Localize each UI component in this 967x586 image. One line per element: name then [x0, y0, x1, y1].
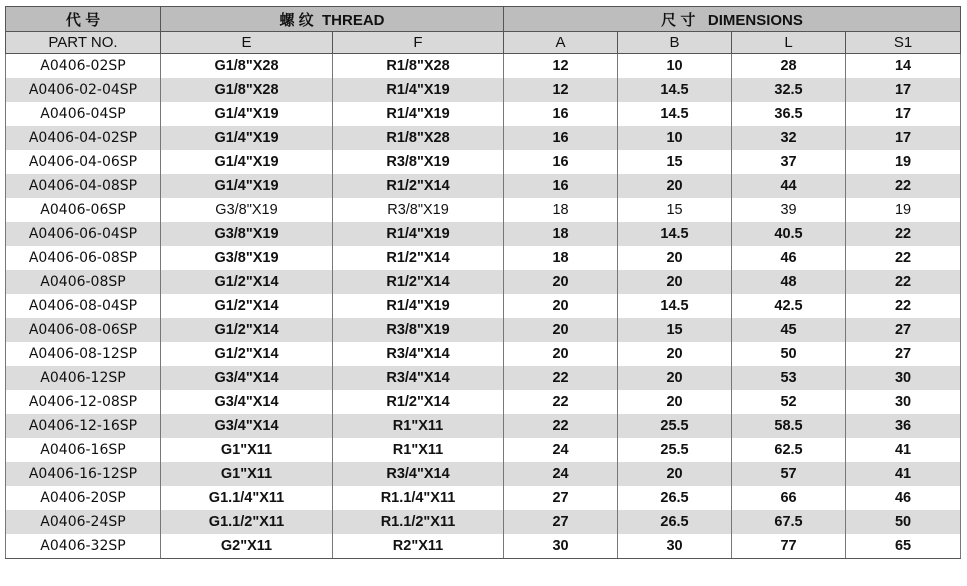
- cell-thread-e: G3/4"X14: [161, 390, 333, 414]
- cell-dim-b: 20: [618, 462, 732, 486]
- parts-table: [5, 6, 961, 559]
- cell-thread-f: R1.1/4"X11: [333, 486, 504, 510]
- cell-dim-s1: 22: [846, 294, 961, 318]
- cell-thread-e: G1/2"X14: [161, 270, 333, 294]
- cell-dim-b: 20: [618, 270, 732, 294]
- cell-dim-b: 15: [618, 150, 732, 174]
- cell-dim-l: 77: [732, 534, 846, 559]
- cell-dim-s1: 22: [846, 174, 961, 198]
- cell-thread-f: R3/4"X14: [333, 366, 504, 390]
- cell-part-no: A0406-08-12SP: [6, 342, 161, 366]
- cell-dim-b: 25.5: [618, 414, 732, 438]
- cell-dim-b: 26.5: [618, 486, 732, 510]
- cell-dim-l: 46: [732, 246, 846, 270]
- cell-dim-s1: 17: [846, 126, 961, 150]
- cell-thread-e: G3/8"X19: [161, 246, 333, 270]
- table-row: [6, 462, 961, 486]
- cell-dim-l: 45: [732, 318, 846, 342]
- cell-dim-l: 42.5: [732, 294, 846, 318]
- cell-thread-e: G1/2"X14: [161, 342, 333, 366]
- cell-dim-a: 24: [504, 462, 618, 486]
- cell-part-no: A0406-12-16SP: [6, 414, 161, 438]
- cell-thread-f: R1"X11: [333, 438, 504, 462]
- cell-thread-e: G2"X11: [161, 534, 333, 559]
- table-row: [6, 198, 961, 222]
- cell-thread-f: R1/8"X28: [333, 126, 504, 150]
- cell-dim-a: 18: [504, 222, 618, 246]
- cell-thread-e: G1"X11: [161, 438, 333, 462]
- col-l-header: L: [732, 32, 846, 54]
- cell-dim-l: 44: [732, 174, 846, 198]
- cell-part-no: A0406-06-08SP: [6, 246, 161, 270]
- cell-dim-s1: 14: [846, 54, 961, 79]
- cell-dim-b: 14.5: [618, 102, 732, 126]
- table-row: [6, 246, 961, 270]
- table-row: [6, 510, 961, 534]
- cell-thread-f: R1/2"X14: [333, 174, 504, 198]
- cell-thread-e: G1/4"X19: [161, 126, 333, 150]
- cell-part-no: A0406-12SP: [6, 366, 161, 390]
- table-row: [6, 534, 961, 559]
- cell-dim-s1: 22: [846, 270, 961, 294]
- cell-dim-l: 62.5: [732, 438, 846, 462]
- cell-part-no: A0406-16SP: [6, 438, 161, 462]
- cell-thread-f: R3/4"X14: [333, 342, 504, 366]
- cell-part-no: A0406-20SP: [6, 486, 161, 510]
- cell-thread-f: R3/8"X19: [333, 150, 504, 174]
- cell-part-no: A0406-32SP: [6, 534, 161, 559]
- cell-part-no: A0406-04-08SP: [6, 174, 161, 198]
- table-row: [6, 78, 961, 102]
- cell-dim-l: 32: [732, 126, 846, 150]
- cell-dim-s1: 19: [846, 198, 961, 222]
- cell-thread-f: R1/4"X19: [333, 294, 504, 318]
- cell-dim-a: 20: [504, 270, 618, 294]
- cell-thread-f: R2"X11: [333, 534, 504, 559]
- cell-dim-a: 20: [504, 318, 618, 342]
- table-row: [6, 318, 961, 342]
- cell-dim-s1: 27: [846, 318, 961, 342]
- cell-dim-b: 10: [618, 54, 732, 79]
- cell-dim-s1: 30: [846, 366, 961, 390]
- table-row: [6, 270, 961, 294]
- col-e-header: E: [161, 32, 333, 54]
- cell-dim-a: 24: [504, 438, 618, 462]
- col-a-header: A: [504, 32, 618, 54]
- table-row: [6, 102, 961, 126]
- table-row: [6, 366, 961, 390]
- cell-thread-f: R1.1/2"X11: [333, 510, 504, 534]
- cell-dim-s1: 46: [846, 486, 961, 510]
- cell-dim-s1: 36: [846, 414, 961, 438]
- cell-thread-e: G3/8"X19: [161, 198, 333, 222]
- cell-thread-e: G3/8"X19: [161, 222, 333, 246]
- cell-dim-b: 20: [618, 390, 732, 414]
- cell-dim-a: 18: [504, 246, 618, 270]
- cell-thread-f: R1/4"X19: [333, 102, 504, 126]
- cell-dim-a: 22: [504, 390, 618, 414]
- table-row: [6, 126, 961, 150]
- cell-thread-e: G1/8"X28: [161, 78, 333, 102]
- cell-dim-a: 27: [504, 486, 618, 510]
- table-body: [6, 54, 961, 559]
- cell-dim-b: 20: [618, 342, 732, 366]
- cell-thread-f: R1/2"X14: [333, 390, 504, 414]
- cell-dim-l: 28: [732, 54, 846, 79]
- cell-dim-s1: 17: [846, 78, 961, 102]
- table-header: [6, 7, 961, 54]
- cell-dim-a: 18: [504, 198, 618, 222]
- cell-dim-b: 20: [618, 174, 732, 198]
- cell-thread-e: G1"X11: [161, 462, 333, 486]
- cell-dim-a: 16: [504, 126, 618, 150]
- cell-dim-s1: 27: [846, 342, 961, 366]
- cell-dim-l: 53: [732, 366, 846, 390]
- cell-thread-f: R1/8"X28: [333, 54, 504, 79]
- cell-thread-f: R1/2"X14: [333, 246, 504, 270]
- cell-dim-s1: 19: [846, 150, 961, 174]
- cell-dim-a: 20: [504, 294, 618, 318]
- cell-dim-s1: 30: [846, 390, 961, 414]
- cell-dim-a: 22: [504, 366, 618, 390]
- cell-thread-f: R3/8"X19: [333, 318, 504, 342]
- cell-dim-s1: 65: [846, 534, 961, 559]
- cell-thread-f: R3/8"X19: [333, 198, 504, 222]
- table-row: [6, 414, 961, 438]
- cell-dim-b: 14.5: [618, 222, 732, 246]
- cell-thread-f: R1"X11: [333, 414, 504, 438]
- cell-part-no: A0406-04-02SP: [6, 126, 161, 150]
- cell-dim-a: 30: [504, 534, 618, 559]
- cell-part-no: A0406-04SP: [6, 102, 161, 126]
- cell-thread-e: G1/4"X19: [161, 150, 333, 174]
- cell-dim-s1: 41: [846, 462, 961, 486]
- cell-thread-e: G1/4"X19: [161, 102, 333, 126]
- cell-thread-e: G1/2"X14: [161, 318, 333, 342]
- cell-part-no: A0406-24SP: [6, 510, 161, 534]
- cell-dim-b: 14.5: [618, 294, 732, 318]
- cell-thread-e: G3/4"X14: [161, 366, 333, 390]
- cell-dim-l: 58.5: [732, 414, 846, 438]
- cell-part-no: A0406-08-06SP: [6, 318, 161, 342]
- cell-part-no: A0406-06-04SP: [6, 222, 161, 246]
- cell-dim-a: 16: [504, 150, 618, 174]
- cell-thread-e: G1/2"X14: [161, 294, 333, 318]
- thread-header: 螺 纹 THREAD: [161, 7, 504, 32]
- table-row: [6, 294, 961, 318]
- table-row: [6, 174, 961, 198]
- cell-dim-b: 20: [618, 246, 732, 270]
- cell-thread-f: R1/4"X19: [333, 78, 504, 102]
- col-f-header: F: [333, 32, 504, 54]
- cell-dim-b: 10: [618, 126, 732, 150]
- code-header: 代 号: [6, 7, 161, 32]
- cell-part-no: A0406-04-06SP: [6, 150, 161, 174]
- table-row: [6, 438, 961, 462]
- cell-dim-b: 20: [618, 366, 732, 390]
- cell-part-no: A0406-12-08SP: [6, 390, 161, 414]
- cell-dim-l: 48: [732, 270, 846, 294]
- table-row: [6, 390, 961, 414]
- cell-dim-l: 37: [732, 150, 846, 174]
- cell-dim-l: 40.5: [732, 222, 846, 246]
- table-row: [6, 54, 961, 79]
- cell-dim-a: 16: [504, 102, 618, 126]
- cell-part-no: A0406-16-12SP: [6, 462, 161, 486]
- cell-dim-s1: 22: [846, 246, 961, 270]
- cell-dim-s1: 50: [846, 510, 961, 534]
- cell-dim-l: 67.5: [732, 510, 846, 534]
- cell-dim-b: 14.5: [618, 78, 732, 102]
- cell-dim-l: 66: [732, 486, 846, 510]
- cell-thread-e: G1.1/2"X11: [161, 510, 333, 534]
- cell-dim-a: 27: [504, 510, 618, 534]
- cell-dim-l: 39: [732, 198, 846, 222]
- cell-dim-a: 12: [504, 78, 618, 102]
- cell-thread-f: R1/4"X19: [333, 222, 504, 246]
- cell-dim-s1: 41: [846, 438, 961, 462]
- cell-dim-a: 12: [504, 54, 618, 79]
- cell-thread-f: R3/4"X14: [333, 462, 504, 486]
- cell-part-no: A0406-02-04SP: [6, 78, 161, 102]
- dimensions-header: 尺 寸 DIMENSIONS: [504, 7, 961, 32]
- cell-thread-e: G1.1/4"X11: [161, 486, 333, 510]
- cell-dim-l: 36.5: [732, 102, 846, 126]
- cell-thread-f: R1/2"X14: [333, 270, 504, 294]
- table-row: [6, 222, 961, 246]
- cell-part-no: A0406-06SP: [6, 198, 161, 222]
- cell-part-no: A0406-02SP: [6, 54, 161, 79]
- table-row: [6, 342, 961, 366]
- cell-dim-a: 22: [504, 414, 618, 438]
- cell-thread-e: G1/4"X19: [161, 174, 333, 198]
- cell-dim-s1: 22: [846, 222, 961, 246]
- cell-part-no: A0406-08-04SP: [6, 294, 161, 318]
- parts-table-container: [5, 6, 960, 559]
- col-s1-header: S1: [846, 32, 961, 54]
- cell-thread-e: G3/4"X14: [161, 414, 333, 438]
- cell-dim-a: 16: [504, 174, 618, 198]
- table-row: [6, 150, 961, 174]
- col-b-header: B: [618, 32, 732, 54]
- header-row-sub: [6, 32, 961, 54]
- cell-dim-a: 20: [504, 342, 618, 366]
- cell-dim-b: 25.5: [618, 438, 732, 462]
- part-no-header: PART NO.: [6, 32, 161, 54]
- cell-part-no: A0406-08SP: [6, 270, 161, 294]
- cell-dim-b: 15: [618, 318, 732, 342]
- cell-dim-l: 57: [732, 462, 846, 486]
- cell-dim-l: 32.5: [732, 78, 846, 102]
- cell-dim-l: 52: [732, 390, 846, 414]
- cell-dim-b: 15: [618, 198, 732, 222]
- cell-dim-s1: 17: [846, 102, 961, 126]
- cell-dim-l: 50: [732, 342, 846, 366]
- cell-dim-b: 30: [618, 534, 732, 559]
- cell-dim-b: 26.5: [618, 510, 732, 534]
- header-row-top: [6, 7, 961, 32]
- table-row: [6, 486, 961, 510]
- cell-thread-e: G1/8"X28: [161, 54, 333, 79]
